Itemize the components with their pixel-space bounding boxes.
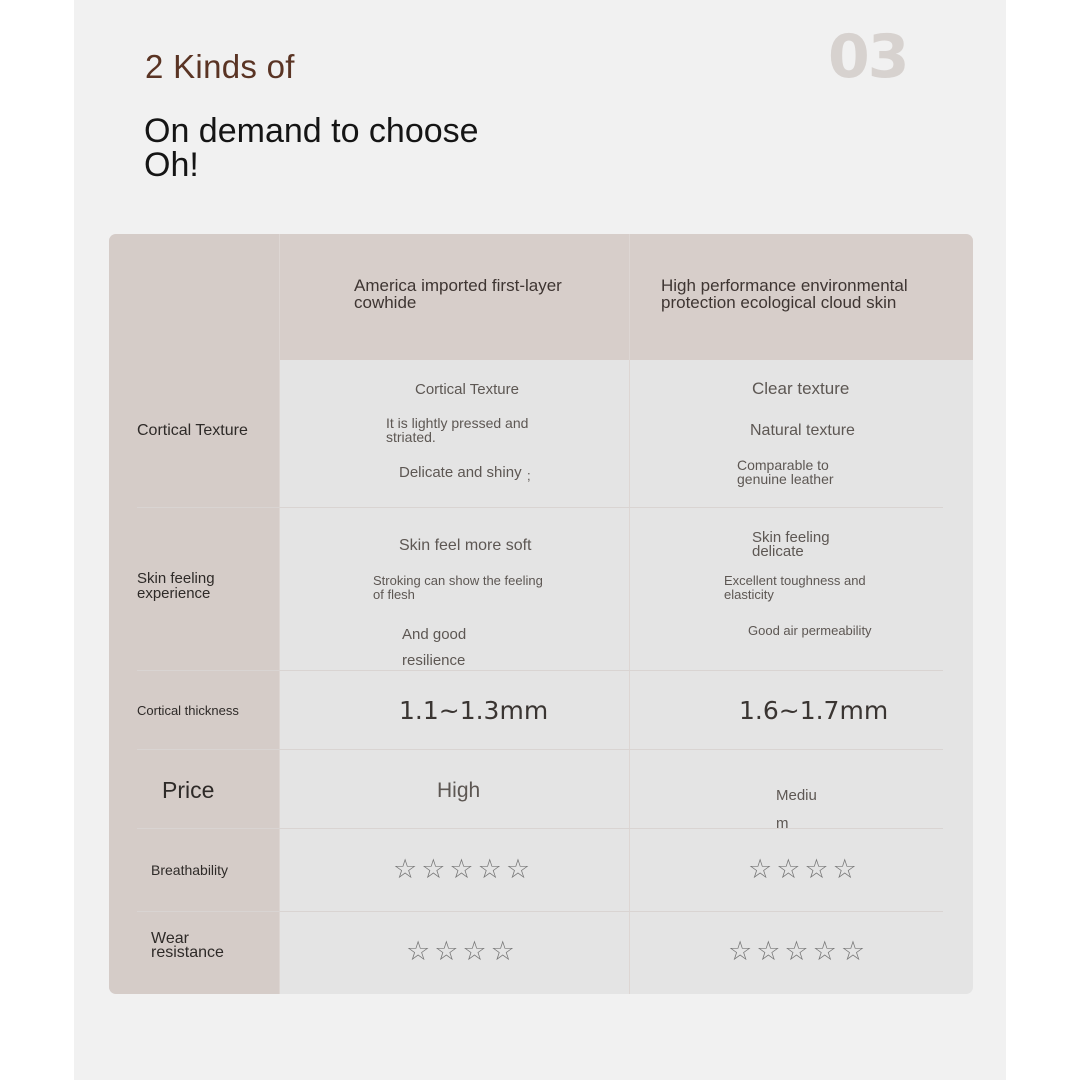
- row-label-column: [109, 234, 279, 994]
- heading-kicker: 2 Kinds of: [145, 48, 295, 85]
- feel-cloud-line: delicate: [752, 543, 804, 560]
- row-divider: [137, 670, 943, 671]
- texture-cowhide-line: Cortical Texture: [415, 381, 519, 398]
- feel-cowhide-line: Stroking can show the feeling: [373, 573, 543, 588]
- texture-cloud-line: Natural texture: [750, 422, 855, 439]
- feel-cloud-line: elasticity: [724, 587, 774, 602]
- texture-cloud-line: Comparable to: [737, 457, 829, 473]
- texture-cloud-line: genuine leather: [737, 471, 834, 487]
- texture-cowhide-line: striated.: [386, 429, 436, 445]
- feel-cloud-line: Good air permeability: [748, 623, 872, 638]
- price-cloud-value: [776, 782, 817, 838]
- price-cowhide-value: High: [437, 779, 481, 802]
- feel-cloud-desc: [724, 574, 866, 602]
- row-label-thickness: Cortical thickness: [137, 703, 239, 718]
- row-divider: [137, 911, 943, 912]
- row-label-line: Wear: [151, 930, 189, 947]
- feel-cowhide-desc: [373, 574, 543, 602]
- thickness-cloud-value: 1.6~1.7mm: [739, 696, 889, 725]
- feel-cowhide-resilience: [402, 622, 466, 674]
- feel-cowhide-line: Skin feel more soft: [399, 537, 532, 554]
- wear-cowhide-rating: ☆☆☆☆: [406, 936, 519, 967]
- row-divider: [137, 749, 943, 750]
- row-label-line: experience: [137, 585, 211, 602]
- texture-cowhide-punct: ;: [527, 468, 531, 483]
- column-divider: [279, 234, 280, 994]
- row-label-line: Skin feeling: [137, 570, 215, 587]
- row-divider: [137, 828, 943, 829]
- row-label-wear: [151, 932, 224, 960]
- price-cloud-line: Mediu: [776, 787, 817, 804]
- column-header-line: High performance environmental: [661, 276, 908, 295]
- texture-cowhide-line: It is lightly pressed and: [386, 415, 529, 431]
- column-header-line: America imported first-layer: [354, 276, 562, 295]
- feel-cloud-delicate: [752, 531, 830, 559]
- breathability-cloud-rating: ☆☆☆☆: [748, 854, 861, 885]
- comparison-table: [109, 234, 973, 994]
- texture-cowhide-desc: [386, 416, 528, 444]
- feel-cloud-line: Excellent toughness and: [724, 573, 866, 588]
- section-number: 03: [828, 22, 908, 92]
- column-header-line: protection ecological cloud skin: [661, 293, 897, 312]
- feel-cowhide-line: And good: [402, 626, 467, 643]
- texture-cloud-desc: [737, 458, 834, 486]
- feel-cowhide-line: of flesh: [373, 587, 415, 602]
- wear-cloud-rating: ☆☆☆☆☆: [728, 936, 870, 967]
- headline-line-2: Oh!: [144, 146, 199, 184]
- headline-line-1: On demand to choose: [144, 112, 479, 150]
- texture-cloud-line: Clear texture: [752, 379, 850, 398]
- row-label-feel: [137, 571, 215, 601]
- feel-cowhide-line: resilience: [402, 652, 466, 669]
- column-header-cloud-skin: [661, 277, 908, 311]
- row-divider: [137, 507, 943, 508]
- feel-cloud-line: Skin feeling: [752, 529, 830, 546]
- row-label-breathability: Breathability: [151, 862, 229, 878]
- row-label-line: resistance: [151, 944, 224, 961]
- column-header-line: cowhide: [354, 293, 417, 312]
- thickness-cowhide-value: 1.1~1.3mm: [399, 696, 549, 725]
- row-label-price: Price: [162, 777, 215, 803]
- column-divider: [629, 234, 630, 994]
- row-label-texture: Cortical Texture: [137, 422, 248, 439]
- headline: [144, 114, 544, 182]
- price-cloud-line: m: [776, 815, 789, 832]
- column-header-cowhide: [354, 277, 562, 311]
- breathability-cowhide-rating: ☆☆☆☆☆: [393, 854, 535, 885]
- texture-cowhide-line: Delicate and shiny: [399, 464, 522, 481]
